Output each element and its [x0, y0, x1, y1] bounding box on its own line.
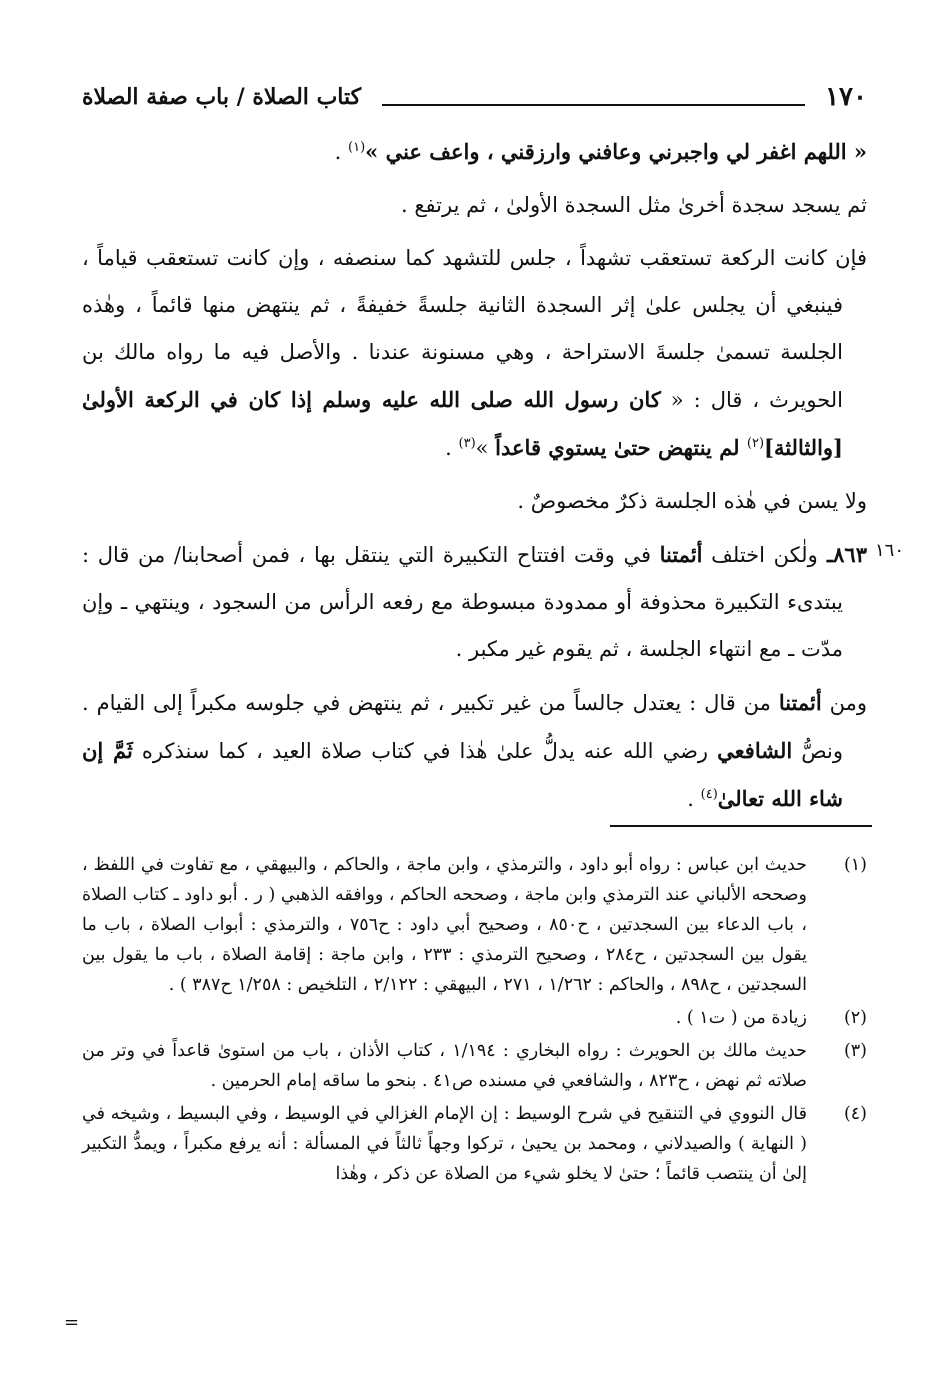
continuation-mark: = [64, 1312, 80, 1333]
footnote-text: حديث ابن عباس : رواه أبو داود ، والترمذي ، وابن ماجة ، والحاكم ، والبيهقي ، مع تفاوت في اللفظ ، وصححه الألباني عند الترمذي وابن ماجة ، وصححه الحاكم ، ووافقه الذهبي ( ر . أبو داود ـ كتاب الصلاة ، باب الدعاء بين السجدتين ، ح٨٥٠ ، وصحيح أبي داود : ح٧٥٦ ، والترمذي : أبواب الصلاة ، باب ما يقول بين السجدتين ، ح٢٨٤ ، وصحيح الترمذي : ٢٣٣ ، وابن ماجة : إقامة الصلاة ، باب ما يقول بين السجدتين ، ح٨٩٨ ، والحاكم : ١/٢٦٢ ، ٢٧١ ، البيهقي : ٢/١٢٢ ، التلخيص : ١/٢٥٨ ح٣٨٧ ) . [82, 855, 807, 995]
footnote-item [82, 1099, 867, 1189]
footnote-label: (٢) [843, 1008, 867, 1028]
main-text [82, 128, 867, 823]
paragraph-no-dhikr: ولا يسن في هٰذه الجلسة ذكرٌ مخصوصٌ . [517, 489, 867, 513]
footnote-separator [610, 825, 872, 827]
paragraph-other-opinion: ومن أئمتنا من قال : يعتدل جالساً من غير تكبير ، ثم ينتهض في جلوسه مكبراً إلى القيام . ونصُّ الشافعي رضي الله عنه يدلُّ علىٰ هٰذا في كتاب صلاة العيد ، كما سنذكره ثَمَّ إن شاء الله تعالىٰ$^{(٤)}$ . [82, 690, 867, 811]
section-number: ٨٦٣ـ [817, 542, 867, 567]
paragraph-863: ٨٦٣ـ ولٰكن اختلف أئمتنا في وقت افتتاح التكبيرة التي ينتقل بها ، فمن أصحابنا/ من قال : يبتدىء التكبيرة محذوفة أو ممدودة مبسوطة مع رفعه الرأس من السجود ، وينتهي ـ وإن مدّت ـ مع انتهاء الجلسة ، ثم يقوم غير مكبر . [82, 542, 867, 661]
page-header [82, 82, 867, 118]
footnote-text: قال النووي في التنقيح في شرح الوسيط : إن الإمام الغزالي في الوسيط ، وفي البسيط ، وشيخه في ( النهاية ) والصيدلاني ، ومحمد بن يحيىٰ ، تركوا وجهاً ثالثاً في المسألة : أنه يرفع مكبراً ، ويمدُّ التكبير إلىٰ أن ينتصب قائماً ؛ حتىٰ لا يخلو شيء من الصلاة عن ذكر ، وهٰذا [82, 1104, 807, 1184]
footnote-text: حديث مالك بن الحويرث : رواه البخاري : ١/١٩٤ ، كتاب الأذان ، باب من استوىٰ قاعداً في وتر من صلاته ثم نهض ، ح٨٢٣ ، والشافعي في مسنده ص٤١ . بنحو ما ساقه إمام الحرمين . [82, 1041, 807, 1091]
page-number: ١٧٠ [825, 82, 867, 112]
footnote-ref-3[interactable]: (٣) [458, 436, 476, 451]
footnote-label: (١) [843, 855, 867, 875]
footnote-item [82, 850, 867, 1000]
footnote-item [82, 1036, 867, 1096]
footnote-ref-2[interactable]: (٢) [746, 436, 765, 451]
footnote-label: (٤) [843, 1104, 867, 1124]
paragraph-sitting-rest: فإن كانت الركعة تستعقب تشهداً ، جلس للتشهد كما سنصفه ، وإن كانت تستعقب قياماً ، فينبغي أن يجلس علىٰ إثر السجدة الثانية جلسةً خفيفةً ، ثم ينتهض منها قائماً ، وهٰذه الجلسة تسمىٰ جلسةَ الاستراحة ، وهي مسنونة عندنا . والأصل فيه ما رواه مالك بن الحويرث ، قال : « كان رسول الله صلى الله عليه وسلم إذا كان في الركعة الأولىٰ [والثالثة]$^{(٢)}$ لم ينتهض حتىٰ يستوي قاعداً »$^{(٣)}$ . [82, 246, 867, 460]
footnote-text: زيادة من ( ت١ ) . [675, 1008, 807, 1028]
running-title: كتاب الصلاة / باب صفة الصلاة [82, 84, 362, 110]
paragraph-second-prostration: ثم يسجد سجدة أخرىٰ مثل السجدة الأولىٰ ، ثم يرتفع . [401, 193, 867, 217]
header-rule [382, 104, 805, 106]
footnotes [82, 850, 867, 1192]
footnote-ref-4[interactable]: (٤) [700, 787, 718, 802]
footnote-ref-1[interactable]: (١) [348, 140, 366, 155]
footnote-item [82, 1003, 867, 1033]
paragraph-supplication: « اللهم اغفر لي واجبرني وعافني وارزقني ، واعف عني »$^{(١)}$ . [334, 139, 867, 164]
footnote-label: (٣) [843, 1041, 867, 1061]
margin-page-reference: ١٦٠ [874, 540, 904, 561]
